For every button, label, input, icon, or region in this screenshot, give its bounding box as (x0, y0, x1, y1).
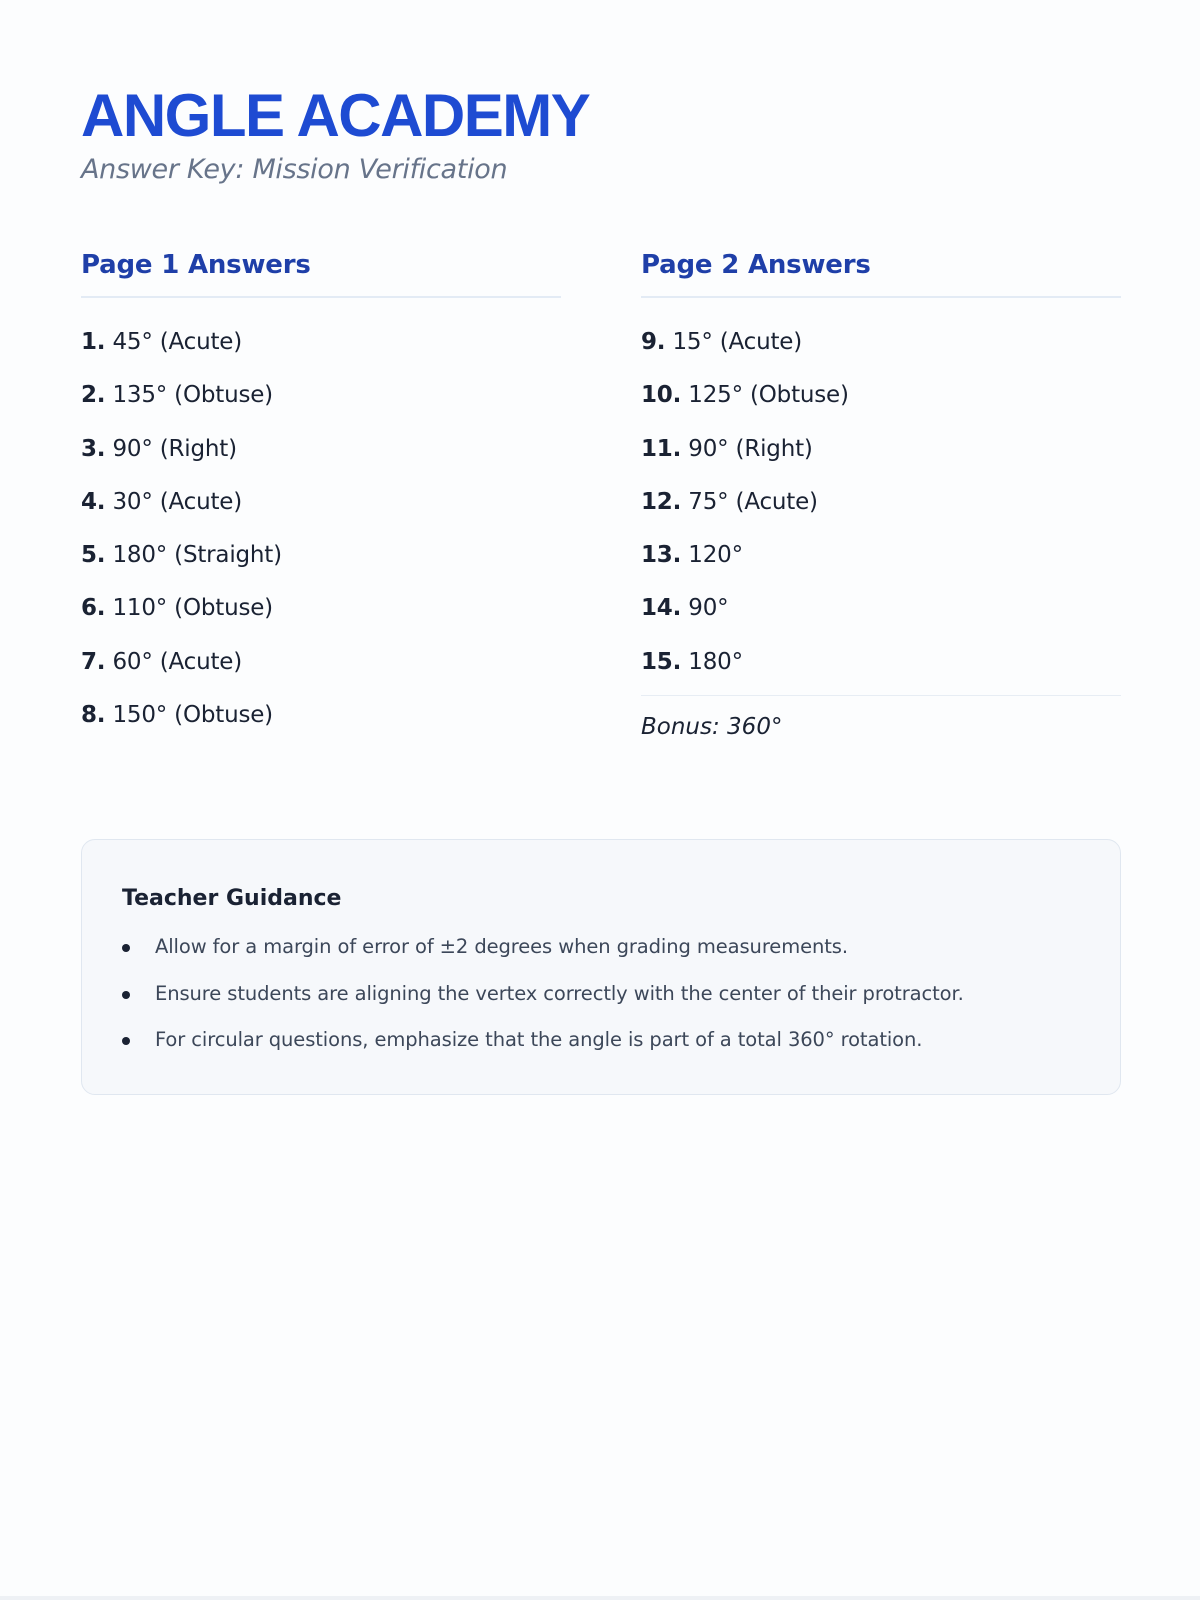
bonus-divider (641, 695, 1121, 696)
bonus-answer: Bonus: 360° (641, 714, 783, 741)
answer-key-page (81, 80, 1121, 1051)
guidance-item (122, 1017, 1080, 1064)
teacher-guidance-box (81, 839, 1121, 1095)
answer-text: 150° (Obtuse) (112, 702, 273, 729)
answer-number: 11. (641, 435, 682, 462)
answer-number: 2. (81, 382, 106, 409)
answer-number: 4. (81, 488, 106, 515)
page2-heading: Page 2 Answers (641, 248, 1121, 298)
page-subtitle: Answer Key: Mission Verification (81, 154, 508, 185)
answer-text: 60° (Acute) (112, 648, 243, 675)
answer-number: 1. (81, 329, 106, 355)
page1-heading: Page 1 Answers (81, 248, 561, 298)
answer-text: 180° (Straight) (112, 542, 282, 569)
page-title: ANGLE ACADEMY (81, 82, 590, 149)
page1-answer-list (81, 316, 561, 742)
answer-number: 6. (81, 595, 106, 622)
answer-item (641, 582, 1121, 635)
answer-number: 3. (81, 435, 106, 462)
answer-item (81, 316, 561, 369)
answer-text: 90° (688, 595, 729, 622)
guidance-text: Allow for a margin of error of ±2 degrees when grading measurements. (155, 935, 848, 958)
bullet-icon (122, 944, 130, 952)
answer-number: 10. (641, 382, 682, 409)
answer-text: 30° (Acute) (112, 488, 243, 515)
answer-text: 75° (Acute) (688, 488, 818, 515)
guidance-text: Ensure students are aligning the vertex correctly with the center of their protractor. (155, 981, 964, 1005)
answer-number: 13. (641, 542, 682, 569)
answer-number: 7. (81, 648, 106, 675)
guidance-item (122, 924, 1080, 971)
answer-item (641, 636, 1121, 689)
guidance-title: Teacher Guidance (122, 886, 342, 911)
answer-item (81, 423, 561, 476)
answer-number: 5. (81, 542, 106, 569)
answer-number: 15. (641, 648, 682, 675)
answer-item (641, 529, 1121, 582)
answer-item (81, 582, 561, 635)
guidance-text: For circular questions, emphasize that the angle is part of a total 360° rotation. (155, 1028, 923, 1051)
answer-item (81, 369, 561, 422)
answer-item (641, 316, 1121, 369)
page1-answers-section (81, 248, 561, 742)
answer-item (641, 423, 1121, 476)
answer-text: 90° (Right) (688, 435, 813, 462)
page-bottom-edge (0, 1596, 1200, 1600)
bullet-icon (122, 991, 130, 999)
answer-item (641, 476, 1121, 529)
answer-text: 120° (688, 542, 743, 569)
page2-answers-section (641, 248, 1121, 742)
answer-number: 14. (641, 595, 682, 622)
answer-item (641, 369, 1121, 422)
answer-item (81, 689, 561, 742)
page2-answer-list (641, 316, 1121, 689)
answer-number: 9. (641, 329, 666, 355)
answer-text: 110° (Obtuse) (112, 595, 273, 622)
answer-item (81, 476, 561, 529)
answer-text: 180° (688, 648, 743, 675)
guidance-item (122, 971, 1080, 1018)
answer-text: 125° (Obtuse) (688, 382, 849, 409)
answer-text: 45° (Acute) (112, 329, 243, 355)
answer-text: 135° (Obtuse) (112, 382, 273, 409)
answer-number: 8. (81, 702, 106, 729)
answer-text: 90° (Right) (112, 435, 237, 462)
answer-text: 15° (Acute) (672, 329, 803, 355)
answer-item (81, 529, 561, 582)
guidance-list (122, 924, 1080, 1064)
answer-item (81, 636, 561, 689)
bullet-icon (122, 1037, 130, 1045)
answer-number: 12. (641, 488, 682, 515)
answer-columns (81, 248, 1121, 768)
